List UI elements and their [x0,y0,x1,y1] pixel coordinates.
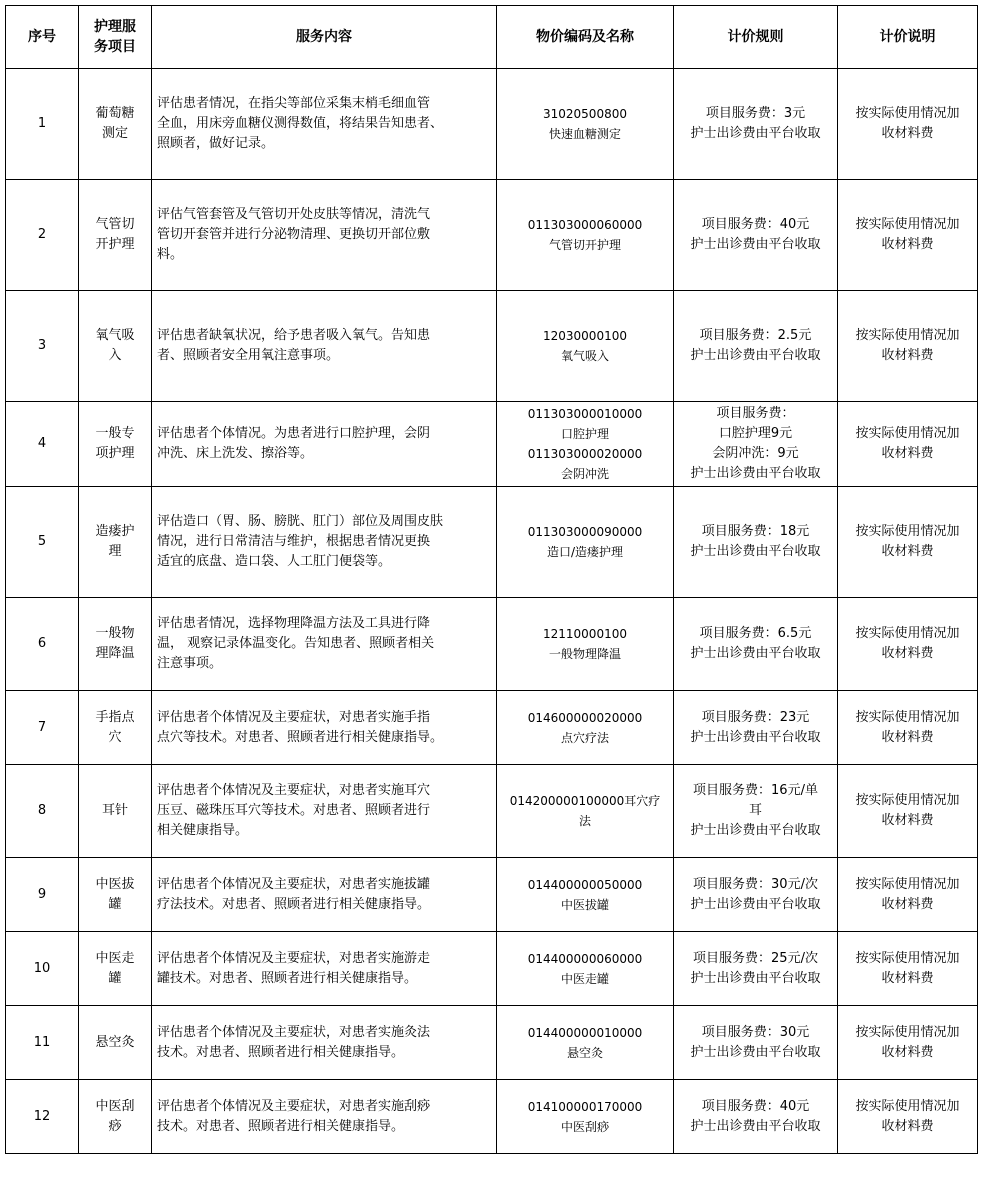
row-number: 7 [6,691,79,765]
table-row [6,291,978,402]
pricing-note-line: 收材料费 [881,813,934,828]
row-number: 12 [6,1080,79,1154]
header-content: 服务内容 [152,6,497,69]
service-item-line: 中医刮 [95,1098,135,1114]
pricing-rule-line: 项目服务费：2.5元 [699,328,812,343]
price-code [497,69,674,180]
pricing-rule-line: 项目服务费：25元/次 [693,950,818,966]
service-content-line: 技术。对患者、照顾者进行相关健康指导。 [157,1044,405,1060]
pricing-note-line: 按实际使用情况加 [855,793,960,808]
table-row [6,402,978,487]
table-row [6,858,978,932]
header-no: 序号 [6,6,79,69]
service-item [79,691,152,765]
pricing-rule-line: 护士出诊费由平台收取 [690,466,821,481]
service-item-line: 罐 [108,896,122,912]
service-price-table [5,5,978,1154]
service-content-line: 评估患者情况，在指尖等部位采集末梢毛细血管 [157,96,431,111]
pricing-rule-line: 护士出诊费由平台收取 [690,823,821,838]
price-code [497,1006,674,1080]
pricing-rule [674,1080,838,1154]
pricing-rule-line: 护士出诊费由平台收取 [690,1044,821,1060]
price-code-line: 中医拔罐 [560,897,609,912]
price-code-line: 会阴冲洗 [560,467,609,481]
service-content-line: 注意事项。 [157,656,223,671]
pricing-note-line: 按实际使用情况加 [855,426,960,441]
pricing-note [838,1006,978,1080]
service-item-line: 理 [108,544,122,559]
service-content-line: 技术。对患者、照顾者进行相关健康指导。 [157,1118,405,1134]
service-content [152,180,497,291]
price-code [497,487,674,598]
service-item-line: 入 [108,348,122,363]
table-row [6,598,978,691]
service-content-line: 温， 观察记录体温变化。告知患者、照顾者相关 [157,636,435,651]
service-item-line: 一般专 [95,426,135,441]
pricing-rule [674,598,838,691]
pricing-note [838,598,978,691]
pricing-rule-line: 项目服务费： [716,406,795,421]
pricing-note-line: 收材料费 [881,544,934,559]
price-code-line: 点穴疗法 [560,730,609,745]
price-code-line: 014100000170000 [527,1099,643,1114]
pricing-note-line: 按实际使用情况加 [855,709,960,725]
service-content-line: 评估患者个体情况及主要症状，对患者实施耳穴 [157,783,431,798]
service-item [79,291,152,402]
pricing-note-line: 按实际使用情况加 [855,1024,960,1040]
price-code [497,932,674,1006]
pricing-note [838,69,978,180]
service-content-line: 疗法技术。对患者、照顾者进行相关健康指导。 [157,896,431,912]
service-item-line: 痧 [108,1118,122,1134]
header-note: 计价说明 [838,6,978,69]
service-item-line: 项护理 [95,446,135,461]
pricing-note-line: 按实际使用情况加 [855,626,960,641]
pricing-note [838,180,978,291]
price-code [497,691,674,765]
service-content [152,487,497,598]
row-number: 3 [6,291,79,402]
service-content [152,291,497,402]
pricing-rule [674,487,838,598]
service-item [79,487,152,598]
pricing-rule-line: 项目服务费：30元/次 [693,876,818,892]
pricing-note [838,765,978,858]
service-item [79,858,152,932]
service-content-line: 适宜的底盘、造口袋、人工肛门便袋等。 [157,554,392,569]
table-row [6,487,978,598]
pricing-rule-line: 会阴冲洗：9元 [712,446,799,461]
pricing-note-line: 按实际使用情况加 [855,106,960,121]
service-item-line: 造瘘护 [95,524,135,539]
price-code-line: 12030000100 [543,329,627,343]
service-item-line: 测定 [101,126,128,141]
pricing-rule-line: 护士出诊费由平台收取 [690,1118,821,1134]
price-code [497,402,674,487]
price-code [497,765,674,858]
pricing-note [838,858,978,932]
price-code-line: 014200000100000耳穴疗 [509,794,661,808]
pricing-rule-line: 项目服务费：6.5元 [699,626,812,641]
service-content-line: 冲洗、床上洗发、擦浴等。 [157,446,314,461]
service-content [152,402,497,487]
pricing-note-line: 按实际使用情况加 [855,328,960,343]
pricing-rule [674,180,838,291]
header-item: 护理服 务项目 [79,6,152,69]
row-number: 11 [6,1006,79,1080]
price-code-line: 悬空灸 [566,1045,603,1060]
table-row [6,691,978,765]
pricing-rule-line: 项目服务费：16元/单 [693,783,818,798]
service-item-line: 开护理 [95,237,135,252]
service-item-line: 罐 [108,970,122,986]
service-item-line: 气管切 [95,217,135,232]
service-content-line: 评估患者情况，选择物理降温方法及工具进行降 [157,616,431,631]
service-item [79,1080,152,1154]
service-content-line: 评估造口（胃、肠、膀胱、肛门）部位及周围皮肤 [157,514,444,529]
price-code [497,1080,674,1154]
price-code-line: 011303000090000 [527,525,643,539]
row-number: 10 [6,932,79,1006]
service-item-line: 中医走 [95,950,135,966]
pricing-rule [674,291,838,402]
pricing-note-line: 按实际使用情况加 [855,876,960,892]
pricing-rule-line: 护士出诊费由平台收取 [690,896,821,912]
pricing-note-line: 收材料费 [881,348,934,363]
table-row [6,1080,978,1154]
price-code-line: 中医刮痧 [560,1119,609,1134]
pricing-note-line: 按实际使用情况加 [855,524,960,539]
row-number: 2 [6,180,79,291]
table-row [6,180,978,291]
price-code-line: 014600000020000 [527,710,643,725]
price-code-line: 014400000010000 [527,1025,643,1040]
price-code [497,858,674,932]
service-content [152,1006,497,1080]
pricing-note-line: 收材料费 [881,446,934,461]
pricing-rule [674,932,838,1006]
table-row [6,765,978,858]
service-content-line: 评估患者个体情况及主要症状，对患者实施拔罐 [157,876,431,892]
price-code-line: 014400000050000 [527,877,643,892]
pricing-rule-line: 耳 [748,803,762,818]
service-content-line: 评估患者个体情况及主要症状，对患者实施灸法 [157,1024,431,1040]
service-content-line: 管切开套管并进行分泌物清理、更换切开部位敷 [157,227,431,242]
pricing-note-line: 按实际使用情况加 [855,217,960,232]
table-row [6,69,978,180]
service-content-line: 料。 [157,247,184,262]
price-code-line: 014400000060000 [527,951,643,966]
price-code-line: 造口/造瘘护理 [546,545,624,559]
pricing-note [838,402,978,487]
pricing-note-line: 收材料费 [881,646,934,661]
pricing-note-line: 收材料费 [881,126,934,141]
service-item [79,765,152,858]
service-item-line: 耳针 [101,803,128,818]
service-item [79,598,152,691]
pricing-rule [674,69,838,180]
table-row [6,932,978,1006]
service-content-line: 评估患者个体情况及主要症状，对患者实施刮痧 [157,1098,431,1114]
pricing-note-line: 收材料费 [881,729,934,745]
service-content [152,932,497,1006]
price-code-line: 气管切开护理 [548,238,621,252]
pricing-rule-line: 项目服务费：40元 [701,1098,810,1114]
table-row [6,1006,978,1080]
pricing-rule-line: 项目服务费：18元 [701,524,810,539]
service-content-line: 情况，进行日常清洁与维护，根据患者情况更换 [157,534,431,549]
service-content [152,765,497,858]
pricing-rule [674,765,838,858]
service-item-line: 穴 [108,729,122,745]
pricing-note [838,291,978,402]
header-rule: 计价规则 [674,6,838,69]
header-row [6,6,978,69]
pricing-rule [674,1006,838,1080]
row-number: 8 [6,765,79,858]
service-content-line: 评估患者个体情况及主要症状，对患者实施手指 [157,709,431,725]
pricing-note [838,691,978,765]
price-code-line: 011303000010000 [527,407,643,421]
service-content-line: 评估患者个体情况。为患者进行口腔护理，会阴 [157,426,431,441]
service-item-line: 一般物 [95,626,135,641]
pricing-rule-line: 护士出诊费由平台收取 [690,970,821,986]
pricing-note-line: 收材料费 [881,1044,934,1060]
pricing-rule-line: 护士出诊费由平台收取 [690,544,821,559]
service-item-line: 悬空灸 [95,1034,135,1050]
price-code-line: 快速血糖测定 [548,127,621,141]
pricing-rule-line: 项目服务费：3元 [705,106,806,121]
row-number: 4 [6,402,79,487]
service-content-line: 照顾者，做好记录。 [157,136,275,151]
pricing-note [838,932,978,1006]
service-content [152,1080,497,1154]
pricing-rule [674,858,838,932]
service-item-line: 理降温 [95,646,135,661]
service-item [79,180,152,291]
service-content-line: 评估气管套管及气管切开处皮肤等情况，清洗气 [157,207,431,222]
price-code-line: 一般物理降温 [548,647,621,661]
price-code [497,291,674,402]
service-content [152,69,497,180]
pricing-rule-line: 护士出诊费由平台收取 [690,126,821,141]
pricing-rule [674,691,838,765]
service-content [152,598,497,691]
pricing-rule-line: 护士出诊费由平台收取 [690,729,821,745]
pricing-rule-line: 口腔护理9元 [718,426,793,441]
pricing-rule-line: 项目服务费：40元 [701,217,810,232]
row-number: 1 [6,69,79,180]
service-item-line: 氧气吸 [95,328,135,343]
row-number: 6 [6,598,79,691]
pricing-note-line: 按实际使用情况加 [855,950,960,966]
service-content-line: 全血，用床旁血糖仪测得数值，将结果告知患者、 [157,116,444,131]
price-code [497,180,674,291]
price-code-line: 011303000020000 [527,447,643,461]
pricing-note [838,1080,978,1154]
pricing-rule-line: 护士出诊费由平台收取 [690,237,821,252]
pricing-note-line: 收材料费 [881,1118,934,1134]
service-content [152,691,497,765]
service-content-line: 点穴等技术。对患者、照顾者进行相关健康指导。 [157,729,444,745]
pricing-note-line: 收材料费 [881,970,934,986]
pricing-rule-line: 护士出诊费由平台收取 [690,646,821,661]
pricing-rule [674,402,838,487]
service-item-line: 中医拔 [95,876,135,892]
pricing-note-line: 收材料费 [881,896,934,912]
service-item [79,1006,152,1080]
price-code-line: 口腔护理 [560,427,609,441]
price-code-line: 31020500800 [543,107,627,121]
service-content-line: 评估患者缺氧状况，给予患者吸入氧气。告知患 [157,328,431,343]
service-item-line: 手指点 [95,709,135,725]
pricing-note-line: 按实际使用情况加 [855,1098,960,1114]
price-code-line: 12110000100 [543,627,627,641]
service-item [79,69,152,180]
service-item [79,932,152,1006]
service-content-line: 者、照顾者安全用氧注意事项。 [157,348,340,363]
service-content-line: 压豆、磁珠压耳穴等技术。对患者、照顾者进行 [157,803,431,818]
price-code-line: 氧气吸入 [560,349,609,363]
row-number: 9 [6,858,79,932]
service-content-line: 罐技术。对患者、照顾者进行相关健康指导。 [157,970,418,986]
service-content-line: 相关健康指导。 [157,823,249,838]
pricing-note [838,487,978,598]
service-content-line: 评估患者个体情况及主要症状，对患者实施游走 [157,950,431,966]
service-item-line: 葡萄糖 [95,106,135,121]
pricing-rule-line: 项目服务费：23元 [701,709,810,725]
header-code: 物价编码及名称 [497,6,674,69]
pricing-note-line: 收材料费 [881,237,934,252]
pricing-rule-line: 护士出诊费由平台收取 [690,348,821,363]
price-code [497,598,674,691]
pricing-rule-line: 项目服务费：30元 [701,1024,810,1040]
row-number: 5 [6,487,79,598]
price-code-line: 011303000060000 [527,218,643,232]
price-code-line: 法 [578,814,591,828]
service-content [152,858,497,932]
service-item [79,402,152,487]
price-code-line: 中医走罐 [560,971,609,986]
